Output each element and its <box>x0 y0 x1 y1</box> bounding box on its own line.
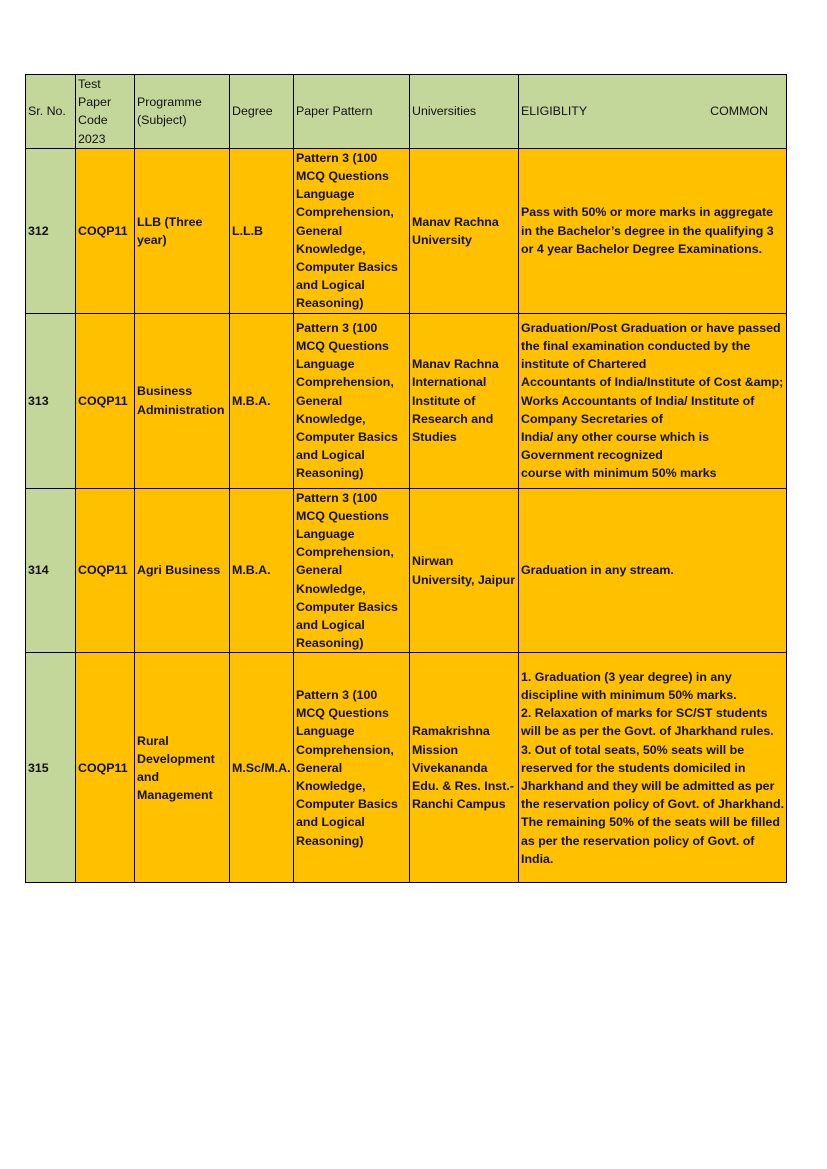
university-cell: Manav Rachna University <box>410 148 519 313</box>
header-paper-pattern: Paper Pattern <box>294 75 410 149</box>
header-universities: Universities <box>410 75 519 149</box>
degree-cell: M.B.A. <box>230 313 294 488</box>
programme-cell: Business Administration <box>135 313 230 488</box>
programme-cell: Agri Business <box>135 488 230 653</box>
eligibility-line: 2. Relaxation of marks for SC/ST students will be as per the Govt. of Jharkhand rules. <box>521 706 774 739</box>
degree-cell: L.L.B <box>230 148 294 313</box>
university-cell: Manav Rachna International Institute of Research and Studies <box>410 313 519 488</box>
eligibility-cell <box>519 653 787 883</box>
table-row <box>26 653 787 883</box>
university-cell: Nirwan University, Jaipur <box>410 488 519 653</box>
eligibility-line: Pass with 50% or more marks in aggregate in the Bachelor’s degree in the qualifying 3 or 4 year Bachelor Degree Examinations. <box>521 205 774 256</box>
sr-no-cell: 315 <box>26 653 76 883</box>
sr-no-cell: 313 <box>26 313 76 488</box>
university-cell: Ramakrishna Mission Vivekananda Edu. & Res. Inst.- Ranchi Campus <box>410 653 519 883</box>
header-sr-no: Sr. No. <box>26 75 76 149</box>
table-row <box>26 148 787 313</box>
test-paper-code-cell: COQP11 <box>76 148 135 313</box>
paper-pattern-cell: Pattern 3 (100 MCQ Questions Language Comprehension, General Knowledge, Computer Basics and Logical Reasoning) <box>294 653 410 883</box>
degree-cell: M.Sc/M.A. <box>230 653 294 883</box>
programme-cell: LLB (Three year) <box>135 148 230 313</box>
eligibility-line: Graduation/Post Graduation or have passed the final examination conducted by the institute of Chartered <box>521 320 781 372</box>
paper-pattern-cell: Pattern 3 (100 MCQ Questions Language Comprehension, General Knowledge, Computer Basics and Logical Reasoning) <box>294 313 410 488</box>
eligibility-cell <box>519 488 787 653</box>
eligibility-line: 3. Out of total seats, 50% seats will be reserved for the students domiciled in Jharkhand and they will be admitted as per the reservation policy of Govt. of Jharkhand. The remaining 50% of the seats will be filled as per the reservation policy of Govt. of India. <box>521 742 785 866</box>
sr-no-cell: 314 <box>26 488 76 653</box>
test-paper-code-cell: COQP11 <box>76 653 135 883</box>
header-degree: Degree <box>230 75 294 149</box>
header-eligibility <box>519 75 787 149</box>
paper-pattern-cell: Pattern 3 (100 MCQ Questions Language Comprehension, General Knowledge, Computer Basics and Logical Reasoning) <box>294 148 410 313</box>
eligibility-line: Accountants of India/Institute of Cost &amp; Works Accountants of India/ Institute of Company Secretaries of <box>521 375 784 426</box>
eligibility-line: 1. Graduation (3 year degree) in any discipline with minimum 50% marks. <box>521 669 737 703</box>
test-paper-code-cell: COQP11 <box>76 313 135 488</box>
test-paper-code-cell: COQP11 <box>76 488 135 653</box>
eligibility-cell <box>519 148 787 313</box>
sr-no-cell: 312 <box>26 148 76 313</box>
header-row <box>26 75 787 149</box>
eligibility-cell <box>519 313 787 488</box>
programme-cell: Rural Development and Management <box>135 653 230 883</box>
eligibility-line: course with minimum 50% marks <box>521 466 717 481</box>
eligibility-table <box>25 74 787 883</box>
table-row <box>26 488 787 653</box>
header-test-paper-code: Test Paper Code 2023 <box>76 75 135 149</box>
header-common-label: COMMON <box>710 104 768 119</box>
header-programme: Programme (Subject) <box>135 75 230 149</box>
paper-pattern-cell: Pattern 3 (100 MCQ Questions Language Comprehension, General Knowledge, Computer Basics and Logical Reasoning) <box>294 488 410 653</box>
table-row <box>26 313 787 488</box>
degree-cell: M.B.A. <box>230 488 294 653</box>
header-eligibility-label: ELIGIBLITY <box>521 104 588 119</box>
eligibility-line: India/ any other course which is Government recognized <box>521 429 709 463</box>
eligibility-line: Graduation in any stream. <box>521 563 674 578</box>
